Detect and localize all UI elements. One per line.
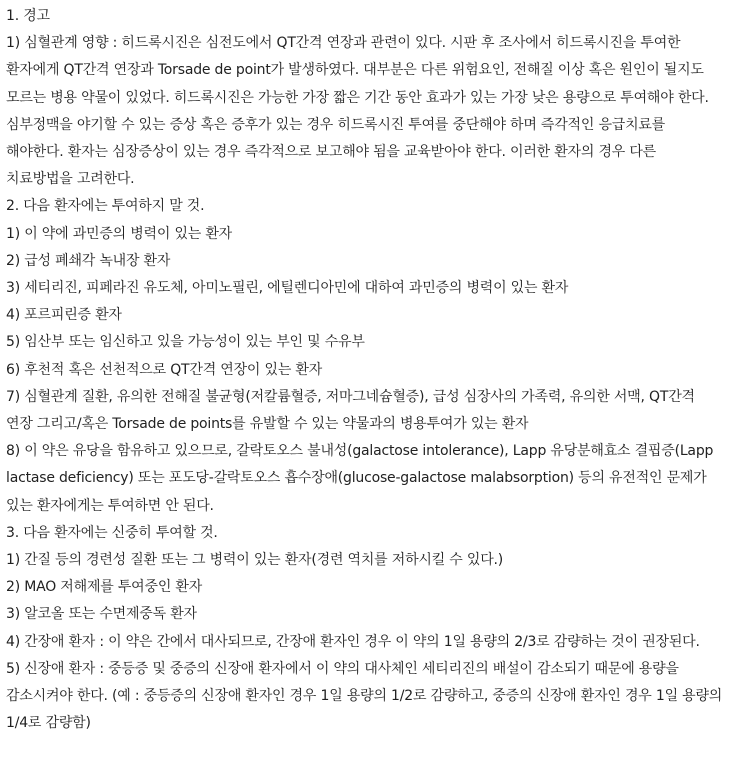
- caution-item-4: 4) 간장애 환자 : 이 약은 간에서 대사되므로, 간장애 환자인 경우 이 약의 1일 용량의 2/3로 감량하는 것이 권장된다.: [6, 633, 700, 650]
- contraindication-item-1: 1) 이 약에 과민증의 병력이 있는 환자: [6, 225, 233, 242]
- caution-item-2: 2) MAO 저해제를 투여중인 환자: [6, 579, 203, 596]
- contraindication-item-6: 6) 후천적 혹은 선천적으로 QT간격 연장이 있는 환자: [6, 361, 323, 378]
- contraindication-item-5: 5) 임산부 또는 임신하고 있을 가능성이 있는 부인 및 수유부: [6, 334, 365, 351]
- section-heading-contraindications: 2. 다음 환자에는 투여하지 말 것.: [6, 198, 205, 215]
- contraindication-item-2: 2) 급성 폐쇄각 녹내장 환자: [6, 252, 171, 269]
- section-heading-cautions: 3. 다음 환자에는 신중히 투여할 것.: [6, 524, 218, 541]
- document-body: [6, 0, 724, 737]
- contraindication-item-8: 8) 이 약은 유당을 함유하고 있으므로, 갈락토오스 불내성(galactose intolerance), Lapp 유당분해효소 결핍증(Lapp lactase deficiency) 또는 포도당-갈락토오스 흡수장애(glucose-galactose malabsorption) 등의 유전적인 문제가 있는 환자에게는 투여하면 안 된다.: [6, 443, 714, 514]
- contraindication-item-7: 7) 심혈관계 질환, 유의한 전해질 불균형(저칼륨혈증, 저마그네슘혈증), 급성 심장사의 가족력, 유의한 서맥, QT간격 연장 그리고/혹은 Torsade de points를 유발할 수 있는 약물과의 병용투여가 있는 환자: [6, 388, 695, 433]
- contraindication-item-3: 3) 세티리진, 피페라진 유도체, 아미노필린, 에틸렌디아민에 대하여 과민증의 병력이 있는 환자: [6, 280, 569, 297]
- caution-item-3: 3) 알코올 또는 수면제중독 환자: [6, 606, 197, 623]
- caution-item-1: 1) 간질 등의 경련성 질환 또는 그 병력이 있는 환자(경련 역치를 저하시킬 수 있다.): [6, 552, 504, 569]
- caution-item-5: 5) 신장애 환자 : 중등증 및 중증의 신장애 환자에서 이 약의 대사체인 세티리진의 배설이 감소되기 때문에 용량을 감소시켜야 한다. (예 : 중등증의 신장애 환자인 경우 1일 용량의 1/2로 감량하고, 중증의 신장애 환자인 경우 1일 용량의 1/4로 감량함): [6, 660, 723, 732]
- warning-item-1-cardiovascular: 1) 심혈관계 영향 : 히드록시진은 심전도에서 QT간격 연장과 관련이 있다. 시판 후 조사에서 히드록시진을 투여한 환자에게 QT간격 연장과 Torsade de point가 발생하였다. 대부분은 다른 위험요인, 전해질 이상 혹은 원인이 될지도 모르는 병용 약물이 있었다. 히드록시진은 가능한 가장 짧은 기간 동안 효과가 있는 가장 낮은 용량으로 투여해야 한다. 심부정맥을 야기할 수 있는 증상 혹은 증후가 있는 경우 히드록시진 투여를 중단해야 하며 즉각적인 응급치료를 해야한다. 환자는 심장증상이 있는 경우 즉각적으로 보고해야 됨을 교육받아야 한다. 이러한 환자의 경우 다른 치료방법을 고려한다.: [6, 35, 709, 188]
- contraindication-item-4: 4) 포르피린증 환자: [6, 307, 122, 324]
- section-heading-warning: 1. 경고: [6, 8, 50, 24]
